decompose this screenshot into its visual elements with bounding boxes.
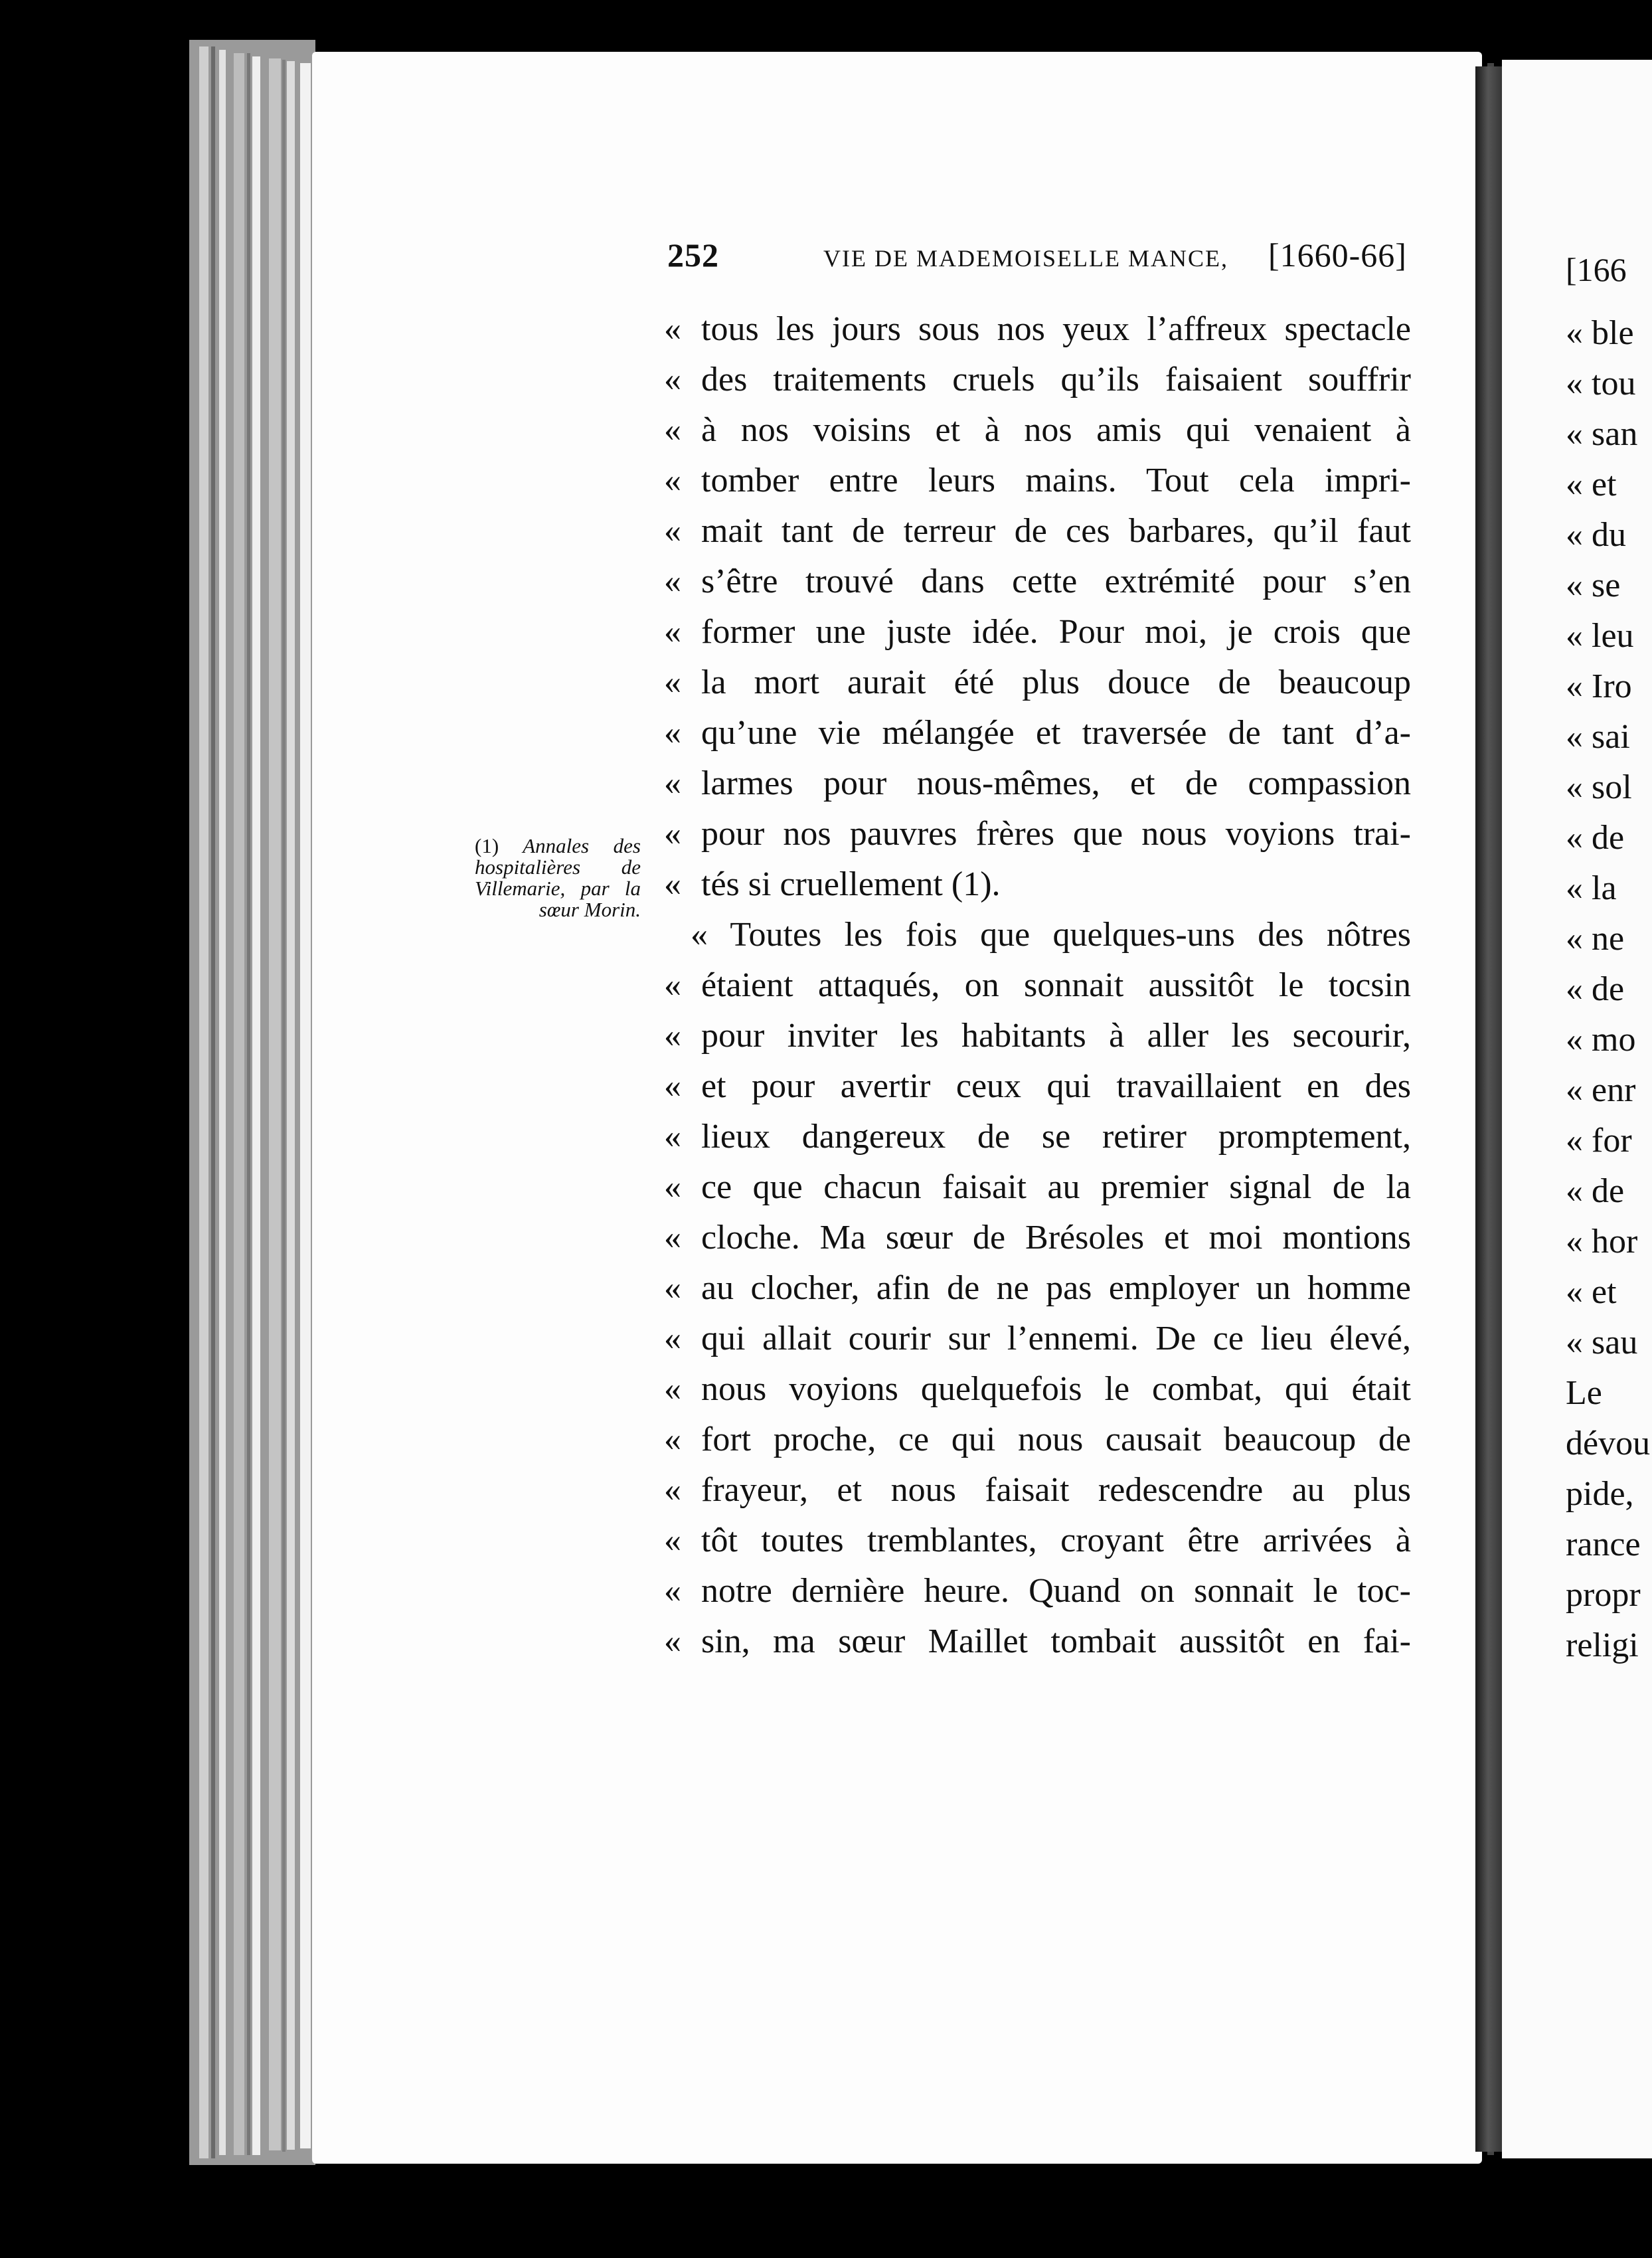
text-line-content: tous les jours sous nos yeux l’affreux spectacle bbox=[701, 310, 1411, 348]
text-line bbox=[664, 1314, 1411, 1364]
text-line bbox=[664, 910, 1411, 960]
right-page-line: « et bbox=[1566, 466, 1617, 503]
guillemet-mark: « bbox=[664, 1320, 681, 1357]
text-line-content: et pour avertir ceux qui travaillaient en des bbox=[701, 1067, 1411, 1105]
guillemet-mark: « bbox=[664, 1622, 681, 1660]
text-line bbox=[664, 304, 1411, 355]
text-line-content: étaient attaqués, on sonnait aussitôt le tocsin bbox=[701, 966, 1411, 1004]
guillemet-mark: « bbox=[664, 1017, 681, 1055]
guillemet-mark: « bbox=[664, 815, 681, 853]
text-line bbox=[664, 960, 1411, 1011]
right-page-text bbox=[1566, 244, 1652, 1671]
right-page-line: « la bbox=[1566, 869, 1617, 907]
text-line bbox=[664, 1263, 1411, 1314]
guillemet-mark: « bbox=[664, 1219, 681, 1257]
guillemet-mark: « bbox=[664, 411, 681, 449]
text-line bbox=[664, 809, 1411, 859]
text-line-content: tomber entre leurs mains. Tout cela impri- bbox=[701, 462, 1411, 499]
right-page-line: « sol bbox=[1566, 768, 1632, 806]
guillemet-mark: « bbox=[664, 714, 681, 752]
right-page-line: « ble bbox=[1566, 314, 1634, 352]
guillemet-mark: « bbox=[664, 764, 681, 802]
right-page-line: « se bbox=[1566, 566, 1621, 604]
guillemet-mark: « bbox=[664, 1521, 681, 1559]
running-date-range: [1660-66] bbox=[1268, 236, 1407, 274]
right-page-line: « sai bbox=[1566, 718, 1630, 756]
text-line-content: s’être trouvé dans cette extrémité pour s’en bbox=[701, 563, 1411, 600]
footnote-mark: (1) bbox=[475, 834, 499, 857]
guillemet-mark: « bbox=[664, 512, 681, 550]
text-line-content: fort proche, ce qui nous causait beaucoup de bbox=[701, 1421, 1411, 1458]
text-line bbox=[664, 557, 1411, 607]
right-page-line: pide, bbox=[1566, 1475, 1634, 1513]
right-page-line: propr bbox=[1566, 1576, 1641, 1614]
guillemet-mark: « bbox=[664, 865, 681, 903]
text-line bbox=[664, 758, 1411, 809]
text-line bbox=[664, 1061, 1411, 1112]
guillemet-mark: « bbox=[664, 1421, 681, 1458]
text-line bbox=[664, 657, 1411, 708]
right-page-line: « for bbox=[1566, 1122, 1632, 1160]
text-line bbox=[664, 1465, 1411, 1516]
text-line-content: pour inviter les habitants à aller les secourir, bbox=[701, 1017, 1411, 1055]
text-line bbox=[664, 1616, 1411, 1667]
text-line-content: au clocher, afin de ne pas employer un homme bbox=[701, 1269, 1411, 1307]
text-line bbox=[664, 1213, 1411, 1263]
text-line-content: tôt toutes tremblantes, croyant être arrivées à bbox=[701, 1521, 1411, 1559]
page-edges bbox=[189, 40, 315, 2165]
text-line-content: pour nos pauvres frères que nous voyions trai- bbox=[701, 815, 1411, 853]
right-page-line: « hor bbox=[1566, 1223, 1638, 1260]
text-line bbox=[664, 456, 1411, 506]
footnote bbox=[475, 835, 641, 920]
guillemet-mark: « bbox=[664, 1118, 681, 1156]
guillemet-mark: « bbox=[664, 1168, 681, 1206]
right-page-line: « leu bbox=[1566, 617, 1634, 655]
right-page-line: « mo bbox=[1566, 1021, 1636, 1059]
text-line-content: frayeur, et nous faisait redescendre au plus bbox=[701, 1471, 1411, 1509]
text-line bbox=[664, 1415, 1411, 1465]
text-line-content: mait tant de terreur de ces barbares, qu’il faut bbox=[701, 512, 1411, 550]
text-line-content: nous voyions quelquefois le combat, qui était bbox=[701, 1370, 1411, 1408]
guillemet-mark: « bbox=[664, 361, 681, 398]
right-page-line: « enr bbox=[1566, 1071, 1636, 1109]
right-page-line: « Iro bbox=[1566, 667, 1632, 705]
text-line bbox=[664, 859, 1411, 910]
guillemet-mark: « bbox=[664, 613, 681, 651]
footnote-text: Annales des hospitalières de Villemarie, par la sœur Morin. bbox=[475, 834, 641, 921]
guillemet-mark: « bbox=[664, 1067, 681, 1105]
running-title: VIE DE MADEMOISELLE MANCE, bbox=[823, 245, 1228, 272]
right-page-header: [166 bbox=[1566, 251, 1627, 288]
right-page-line: « san bbox=[1566, 415, 1638, 453]
guillemet-mark: « bbox=[664, 563, 681, 600]
text-line bbox=[664, 1364, 1411, 1415]
text-line bbox=[664, 355, 1411, 405]
text-line bbox=[664, 1112, 1411, 1162]
guillemet-mark: « bbox=[664, 1370, 681, 1408]
guillemet-mark: « bbox=[664, 462, 681, 499]
body-text bbox=[664, 304, 1411, 1667]
right-page-line: « de bbox=[1566, 819, 1625, 857]
right-page-line: « du bbox=[1566, 516, 1626, 554]
text-line bbox=[664, 708, 1411, 758]
right-page-line: « ne bbox=[1566, 920, 1625, 958]
guillemet-mark: « bbox=[664, 663, 681, 701]
right-page-line: religi bbox=[1566, 1626, 1639, 1664]
guillemet-mark: « bbox=[664, 966, 681, 1004]
text-line bbox=[664, 1011, 1411, 1061]
text-line bbox=[664, 607, 1411, 657]
right-page-line: « et bbox=[1566, 1273, 1617, 1311]
text-line-content: larmes pour nous-mêmes, et de compassion bbox=[701, 764, 1411, 802]
text-line-content: « Toutes les fois que quelques-uns des nôtres bbox=[691, 916, 1411, 954]
right-page-line: Le bbox=[1566, 1374, 1602, 1412]
text-line-content: des traitements cruels qu’ils faisaient souffrir bbox=[701, 361, 1411, 398]
text-line-content: qui allait courir sur l’ennemi. De ce lieu élevé, bbox=[701, 1320, 1411, 1357]
guillemet-mark: « bbox=[664, 1269, 681, 1307]
text-line bbox=[664, 405, 1411, 456]
text-line bbox=[664, 1162, 1411, 1213]
right-page-line: « de bbox=[1566, 1172, 1625, 1210]
guillemet-mark: « bbox=[664, 1572, 681, 1610]
right-page-line: dévou bbox=[1566, 1425, 1651, 1462]
text-line-content: ce que chacun faisait au premier signal de la bbox=[701, 1168, 1411, 1206]
right-page-line: « tou bbox=[1566, 365, 1636, 402]
text-line-content: cloche. Ma sœur de Brésoles et moi montions bbox=[701, 1219, 1411, 1257]
text-line bbox=[664, 1566, 1411, 1616]
text-line-content: lieux dangereux de se retirer promptement, bbox=[701, 1118, 1411, 1156]
text-line bbox=[664, 506, 1411, 557]
page-number: 252 bbox=[667, 236, 719, 274]
text-line-content: sin, ma sœur Maillet tombait aussitôt en fai- bbox=[701, 1622, 1411, 1660]
right-page-line: « de bbox=[1566, 970, 1625, 1008]
guillemet-mark: « bbox=[664, 1471, 681, 1509]
text-line-content: notre dernière heure. Quand on sonnait le toc- bbox=[701, 1572, 1411, 1610]
guillemet-mark: « bbox=[664, 310, 681, 348]
text-line-content: qu’une vie mélangée et traversée de tant d’a- bbox=[701, 714, 1411, 752]
text-line-content: tés si cruellement (1). bbox=[701, 865, 1001, 903]
text-line-content: former une juste idée. Pour moi, je crois que bbox=[701, 613, 1411, 651]
right-page-line: rance bbox=[1566, 1525, 1641, 1563]
text-line-content: à nos voisins et à nos amis qui venaient à bbox=[701, 411, 1411, 449]
right-page-line: « sau bbox=[1566, 1324, 1638, 1361]
text-line-content: la mort aurait été plus douce de beaucoup bbox=[701, 663, 1411, 701]
text-line bbox=[664, 1516, 1411, 1566]
